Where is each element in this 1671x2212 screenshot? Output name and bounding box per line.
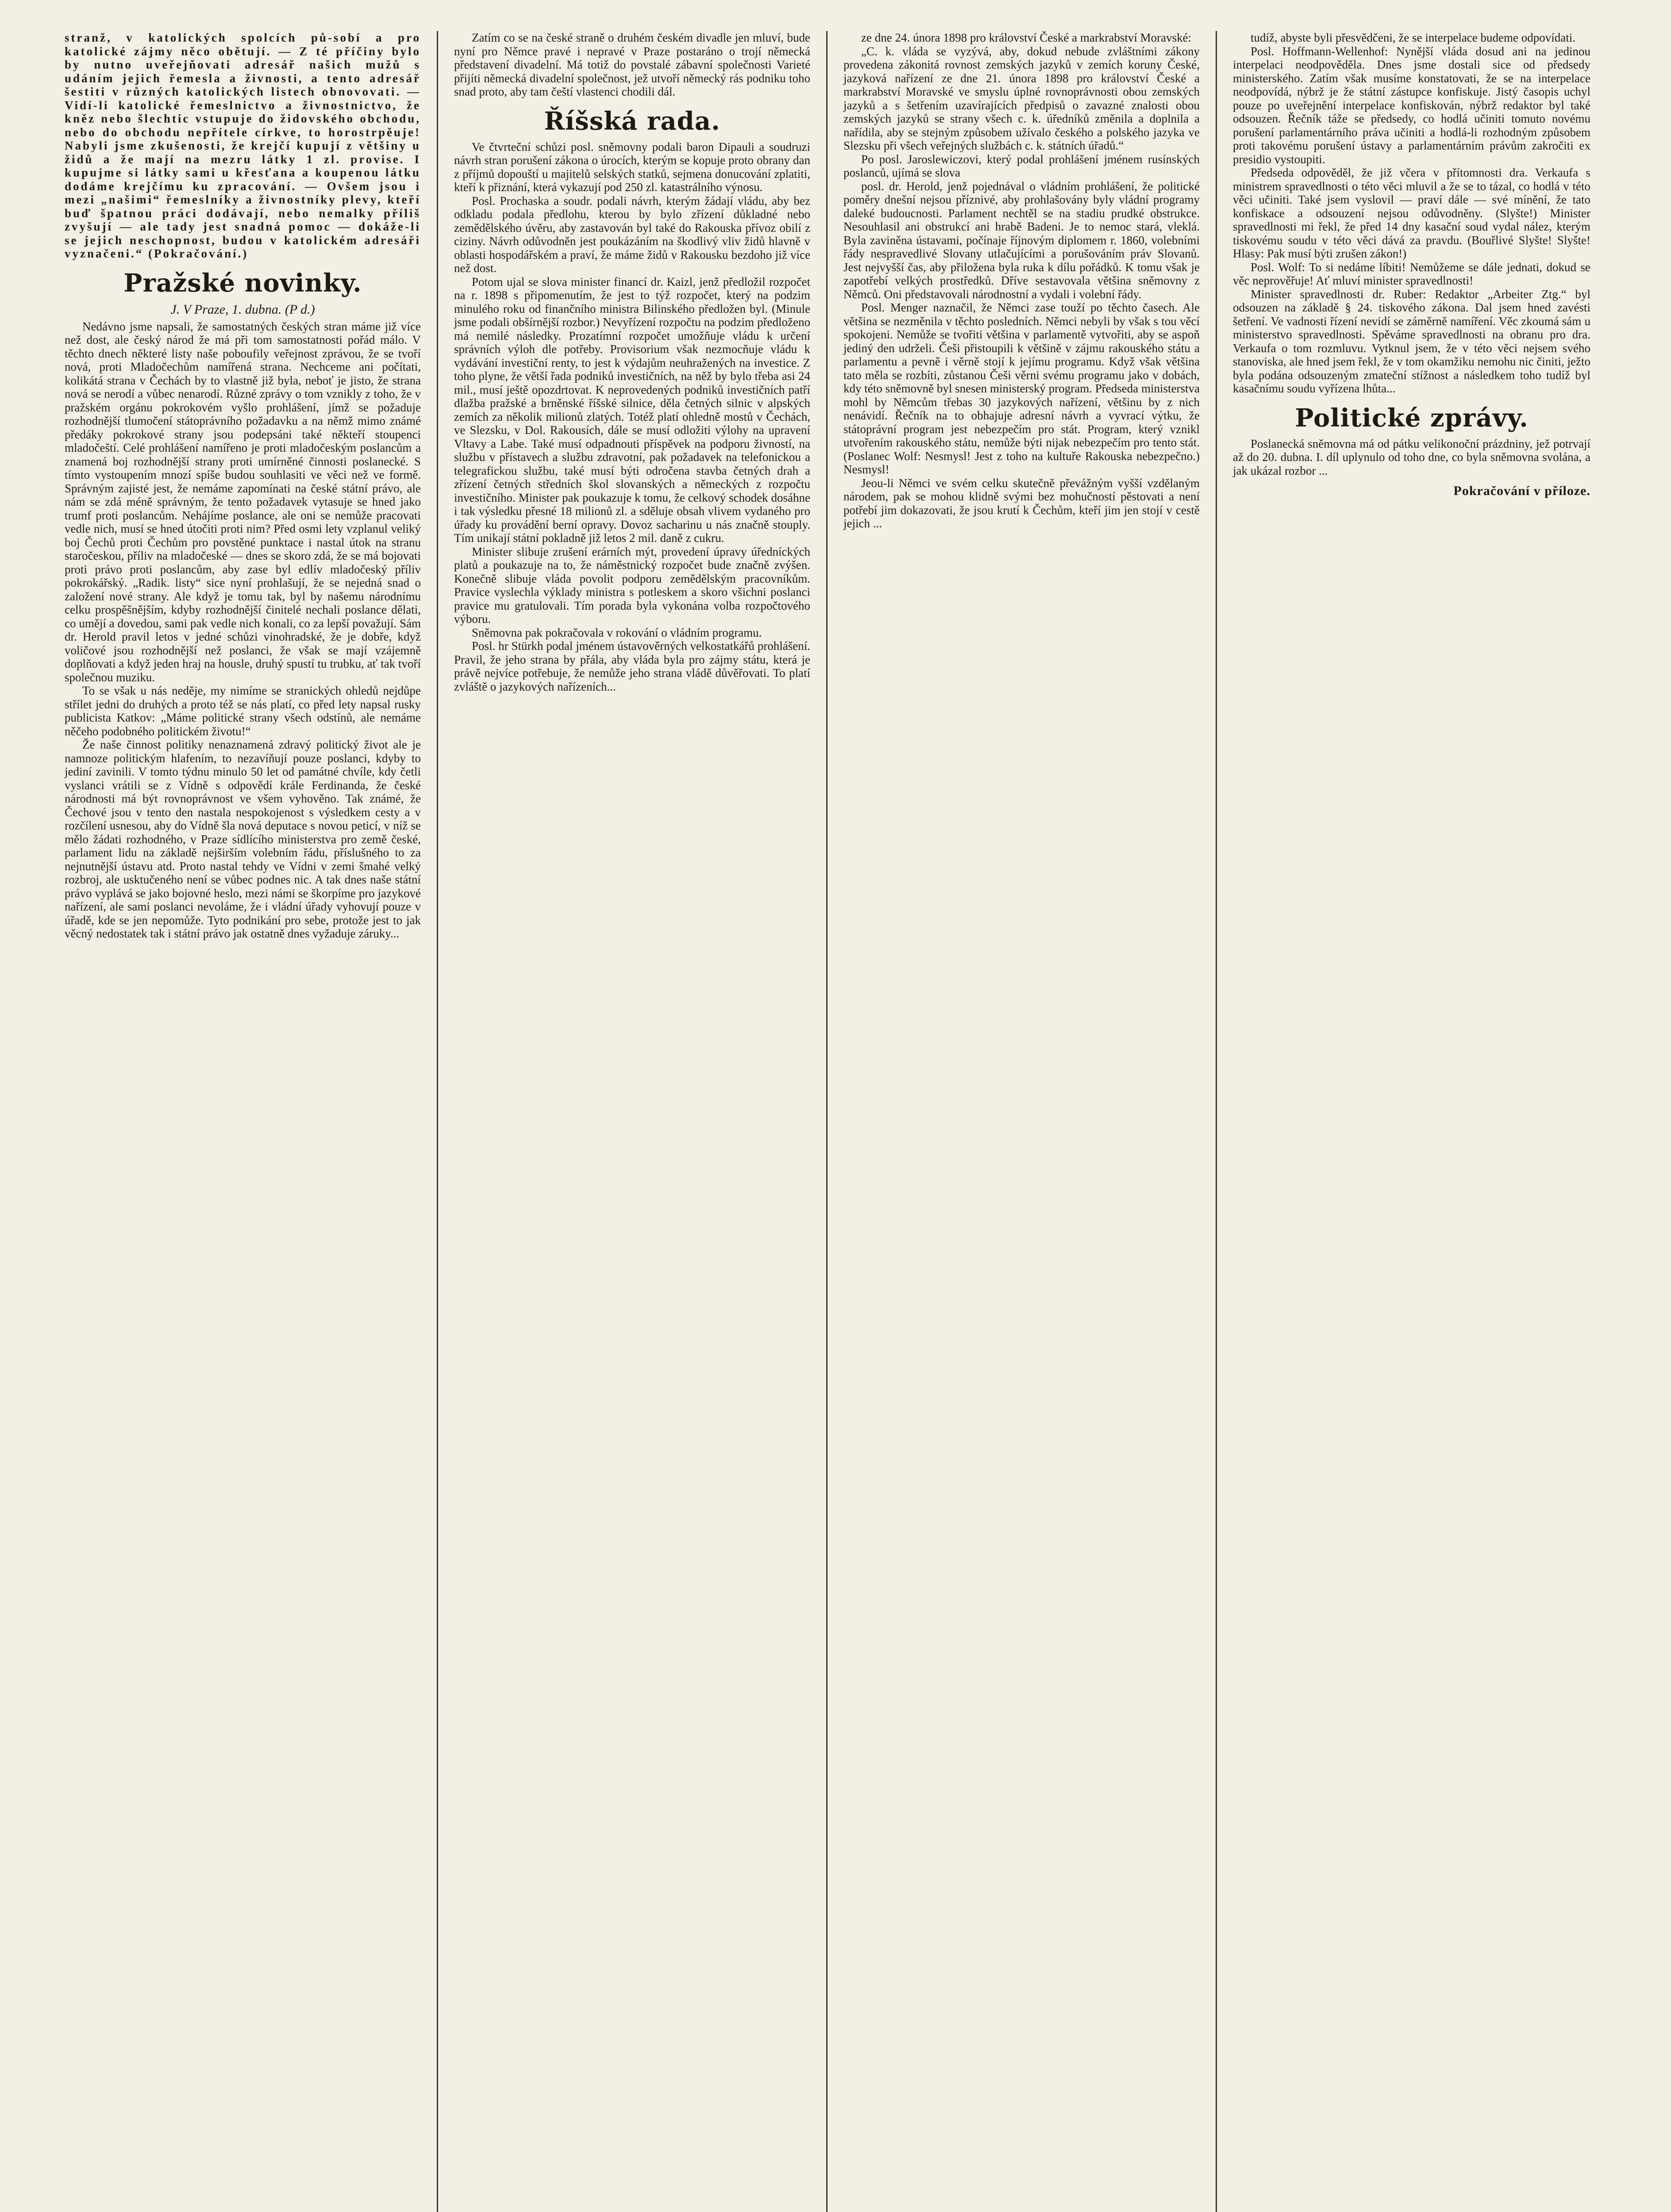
paragraph: Posl. Hoffmann-Wellenhof: Nynější vláda dosud ani na jedinou interpelaci neodpověděla. Dnes jsme dostali sice od předsedy ministerského. Zatím však musíme konstatovati, že se na interpelace neodpovídá, nýbrž je že státní zástupce konfiskuje. Jistý časopis uchyl pouze po uveřejnění interpelace konfiskován, nýbrž redaktor byl také odsouzen. Řečník táže se předsedy, co hodlá učiniti tomuto novému porušení parlamentárního práva učiniti a hodlá-li rozhodným způsobem proti takovému porušení ústavy a parlamentárním právům zakročiti ex presidio vystoupiti. bbox=[1233, 44, 1590, 166]
paragraph: Zatím co se na české straně o druhém českém divadle jen mluví, bude nyní pro Němce pravé i nepravé v Praze postaráno o trojí německá představení divadelní. Má totiž do povstalé zábavní společnosti Varieté přijíti německá divadelní společnost, jež utvoří německý rás podniku toho snad proto, aby tam čeští vlastenci chodili dál. bbox=[454, 31, 810, 98]
paragraph: stranž, v katolických spolcích pů-sobí a pro katolické zájmy něco obětují. — Z té příčiny bylo by nutno uveřejňovati adresář našich mužů s udáním jejich řemesla a živnosti, a tento adresář šestiti v různých katolických listech obnovovati. — Vidí-li katolické řemeslnictvo a živnostnictvo, že kněz nebo šlechtic vstupuje do židovského obchodu, nebo do obchodu nepřítele církve, to horostrpěuje! Nabyli jsme zkušenosti, že krejčí kupují z většiny u židů a že mají na mezru látky 1 zl. provise. I kupujme si látky sami u křesťana a koupenou látku dodáme krejčímu ku zpracování. — Ovšem jsou i mezi „našimi“ řemeslníky a živnostníky plevy, kteří buď špatnou práci dodávají, nebo nemalky příliš zvyšují — ale tady jest snadná pomoc — dokáže-li se jejich neschopnost, budou v katolickém adresáři vyznačeni.“ (Pokračování.) bbox=[65, 31, 421, 260]
paragraph: Posl. hr Stürkh podal jménem ústavověrných velkostatkářů prohlášení. Pravil, že jeho strana by přála, aby vláda byla pro zájmy státu, která je právě nejvíce potřebuje, že nemůže jeho strana vládě důvěřovati. To platí zvláště o jazykových nařízeních... bbox=[454, 639, 810, 693]
section-heading: Politické zprávy. bbox=[1295, 403, 1529, 433]
paragraph: tudíž, abyste byli přesvědčeni, že se interpelace budeme odpovídati. bbox=[1251, 31, 1575, 44]
paragraph: Potom ujal se slova minister financí dr. Kaizl, jenž předložil rozpočet na r. 1898 s připomenutím, že jest to týž rozpočet, který na podzim minulého roku od finančního ministra Bilinského předložen byl. (Minule jsme podali obšírnější rozbor.) Nevyřízení rozpočtu na podzim předloženo má nemilé následky. Prozatímní rozpočet umožňuje vládu k určení správních výloh dle potřeby. Provisorium však nezmocňuje vládu k vydávání investiční renty, to jest k výdajům neuhražených na investice. Z toho plyne, že větší řada podniků investičních, na něž by bylo třeba asi 24 mil., musí ještě opozdrtovat. K neprovedených podniků investičních patří dlažba pražské a brněnské říšské silnice, děla četných silnic v alpských zemích za několik milionů zlatých. Totéž platí ohledně mostů v Čechách, ve Slezsku, v Dol. Rakousích, dále se musí odložiti výlohy na upravení Vltavy a Labe. Také musí odpadnouti příspěvek na podporu živností, na službu v přístavech a službu zdravotní, pak požadavek na telefonickou a telegrafickou službu, také musí býti odročena stavba četných drah a zřízení četných středních škol slovanských a německých z rozpočtu investičního. Minister pak poukazuje k tomu, že celkový schodek dosáhne i tak výsledku přesné 18 milionů zl. a sděluje obsah vlivem vydaného pro úřady ku provádění berní opravy. Dovoz sacharinu u nás značně stouply. Tím unikají státní pokladně již letos 2 mil. daně z cukru. bbox=[454, 275, 810, 545]
paragraph: Posl. Prochaska a soudr. podali návrh, kterým žádají vládu, aby bez odkladu podala předlohu, kterou by bylo zřízení důkladné nebo zemědělského úvěru, aby zastavován byl také do Rakouska přívoz obilí z ciziny. Návrh odůvodněn jest poukázáním na škodlivý vliv židů hlavně v oblasti hospodářském a praví, že máme židů v Rakousku bezdoho již více než dost. bbox=[454, 194, 810, 275]
paragraph: Jeou-li Němci ve svém celku skutečně převážným vyšší vzdělaným národem, pak se mohou klidně svými bez mohučností pěstovati a není potřebí jim dokazovati, že jsou krutí k Čechům, kteří jim jen stojí v cestě jejich ... bbox=[843, 476, 1200, 530]
paragraph: Předseda odpověděl, že již včera v přítomnosti dra. Verkaufa s ministrem spravedlnosti o této věci mluvil a že se to tázal, co hodlá v této věci učiniti. Také jsem vyslovil — praví dále — své mínění, že tato konfiskace a odsouzení nejsou odůvodněny. (Slyšte!) Minister spravedlnosti mi řekl, že před 14 dny kasační soud vydal nález, kterým tiskovému soudu v této věci dává za pravdu. (Bouřlivé Slyšte! Slyšte! Hlasy: Pak musí býti zrušen zákon!) bbox=[1233, 166, 1590, 260]
paragraph: Poslanecká sněmovna má od pátku velikonoční prázdniny, jež potrvají až do 20. dubna. I. díl uplynulo od toho dne, co byla sněmovna svolána, a jak ukázal rozbor ... bbox=[1233, 437, 1590, 477]
paragraph: Ve čtvrteční schůzi posl. sněmovny podali baron Dipauli a soudruzi návrh stran porušení zákona o úrocích, kterým se kopuje proto obrany dan z příjmů dopouští u majitelů selských statků, sejmena donucování zplatiti, kteří k přiznání, která vykazují pod 250 zl. katastrálního výnosu. bbox=[454, 140, 810, 194]
paragraph: posl. dr. Herold, jenž pojednával o vládním prohlášení, že politické poměry dnešní nejsou příznivé, aby prohlašovány byly vládní programy daleké budoucnosti. Parlament nechtěl se na stadiu prudké obstrukce. Nesouhlasil ani obstrukcí ani hrabě Badeni. Je to nemoc stará, vleklá. Byla zaviněna ústavami, počínaje říjnovým diplomem r. 1860, volebními řády nespravedlivé Slovany utlačujícími a porušováním práv Slovanů. Jest nejvyšší čas, aby přiložena byla ruka k dílu pořádků. K tomu však je zapotřebí velkých prostředků. Dříve sestavovala většina sněmovny z Němců. Oni představovali národnostní a vydali i volební řády. bbox=[843, 179, 1200, 301]
column-4 bbox=[1217, 31, 1606, 2212]
column-2 bbox=[438, 31, 828, 2212]
paragraph: To se však u nás neděje, my nimíme se stranických ohledů nejdůpe střílet jedni do druhých a proto též se nás platí, co před lety napsal rusky publicista Katkov: „Máme politické strany všech odstínů, ale nemáme něčeho podobného politickém životu!“ bbox=[65, 684, 421, 738]
paragraph: Nedávno jsme napsali, že samostatných českých stran máme již více než dost, ale český národ že má při tom samostatnosti pořád málo. V těchto dnech některé listy naše poboufily veřejnost zprávou, že se tvoří nová, proti Mladočechům namířená strana. Nechceme ani počítati, kolikátá strana v Čechách by to vlastně již byla, neboť je jisto, že strana nová se nerodí a vůbec nenarodí. Různé zprávy o tom vznikly z toho, že v pražském orgánu pokrokovém vyšlo prohlášení, jímž se požaduje rozhodnější tlumočení státoprávního požadavku a na němž mimo známé předáky pokrokové strany jsou podepsáni také někteří stoupenci mladočeští. Celé prohlášení namířeno je proti mladočeským poslancům a znamená boj rozhodnější strany proti umírněné činnosti poslanecké. S tímto vystoupením mnozí spíše budou souhlasiti ve věci než ve formě. Správným zajisté jest, že nemáme zapomínati na české státní právo, ale nám se zdá méně správným, že tento požadavek vytasuje se hned jako trumf proti poslancům. Nehájíme poslance, ale oni se nemůže pracovati vedle nich, musí se hned útočiti proti nim? Před osmi lety vzplanul veliký boj Čechů proti Čechům pro povstěné punktace i nastal útok na stranu staročeskou, příliv na mladočeské — dnes se skoro zdá, že se má bojovati proti právo proti poslancům, aby zase byl edlív mladočeský příliv pokrokářský. „Radik. listy“ sice nyní prohlašují, že se nejedná snad o založení nové strany. Ale když je tomu tak, byl by našemu národnímu celku prospěšnějším, kdyby rozhodnější činitelé nechali poslance dělati, co umějí a dovedou, sami pak vedle nich konali, co za lepší považují. Sám dr. Herold pravil letos v jedné schůzi vinohradské, že je dobře, když voličové jsou rozhodnější než poslanci, že však se mají vzájemně doplňovati a když jeden hraj na housle, druhý spustí tu trubku, ať tak tvoří společnou muziku. bbox=[65, 319, 421, 684]
paragraph: Minister spravedlnosti dr. Ruber: Redaktor „Arbeiter Ztg.“ byl odsouzen na základě § 24. tiskového zákona. Dal jsem hned zavésti šetření. Ve vadnosti řízení nevidí se záměrně namíření. Věc zkoumá sám u ministerstvo spravedlnosti. Spěváme spravedlnosti na obranu pro dra. Verkaufa o tom rozmluvu. Vytknul jsem, že v této věci nejsem svého stanoviska, ale hned jsem řekl, že v tom okamžiku nemohu nic činiti, ježto byla podána odsouzeným zmateční stížnost a následkem toho tudíž byl kasačnímu soudu vyřízena lhůta... bbox=[1233, 287, 1590, 395]
paragraph: Posl. Menger naznačil, že Němci zase touží po těchto časech. Ale většina se nezměnila v těchto posledních. Němci nebyli by však s tou věcí spokojeni. Nemůže se tvořiti většina v parlamentě vytvořiti, aby se aspoň jediný den udrželi. Češi přistoupili k většině v zájmu rakouského státu a parlamentu a pevně i věrně stojí k jejímu programu. Když však většina tato měla se rozbíti, zůstanou Češi věrni svému programu jako v dobách, kdy této sněmovně byl snesen ministerský program. Předseda ministerstva mohl by Němcům třebas 30 jazykových nařízení, většinu by z nich nenávidí. Řečník na to obhajuje adresní návrh a vyvrací výtku, že státoprávní program jest nebezpečím pro stát. Program, který vznikl utvořením rakouského státu, nemůže býti nijak nebezpečím pro tento stát. (Poslanec Wolf: Nesmysl! Jest z toho na kultuře Rakouska nebezpečno.) Nesmysl! bbox=[843, 301, 1200, 476]
paragraph: „C. k. vláda se vyzývá, aby, dokud nebude zvláštními zákony provedena zákonitá rovnost zemských jazyků v zemích koruny České, jazyková nařízení ze dne 21. února 1898 pro království České a markrabství Moravské ve smyslu úplné rovnoprávnosti obou zemských jazyků a s šetřením uzavírajících předpisů o zavazné znalosti obou zemských jazyků se strany všech c. k. úředníků změnila a doplnila a nařídila, aby se stejným způsobem užívalo českého a polského jazyka ve Slezsku při všech veřejných službách c. k. státních úřadů.“ bbox=[843, 44, 1200, 152]
section-heading: Pražské novinky. bbox=[123, 268, 362, 298]
dateline: J. V Praze, 1. dubna. (P d.) bbox=[170, 302, 315, 317]
section-heading: Říšská rada. bbox=[544, 106, 720, 136]
paragraph: Po posl. Jaroslewiczovi, který podal prohlášení jménem rusínských poslanců, ujímá se slova bbox=[843, 152, 1200, 179]
continuation-note: Pokračování v příloze. bbox=[1453, 484, 1590, 498]
paragraph: Posl. Wolf: To si nedáme líbiti! Nemůžeme se dále jednati, dokud se věc neprověřuje! Ať mluví minister spravedlnosti! bbox=[1233, 260, 1590, 287]
paragraph: ze dne 24. února 1898 pro království České a markrabství Moravské: bbox=[861, 31, 1192, 44]
column-3 bbox=[828, 31, 1217, 2212]
column-1 bbox=[49, 31, 438, 2212]
paragraph: Že naše činnost politiky nenaznamená zdravý politický život ale je namnoze politickým hlafením, to nezavíňují pouze poslanci, kdyby to jediní zavinili. V tomto týdnu minulo 50 let od památné chvíle, kdy četli vyslanci vrátili se z Vídně s odpovědí krále Ferdinanda, že české národnosti má být rovnoprávnost ve všem vyhověno. Tak známé, že Čechové jsou v tento den nastala nespokojenost s výsledkem cesty a v rozčílení usnesou, aby do Vídně šla nová deputace s novou peticí, v níž se mělo žádati rozhodného, v Praze sídlícího ministerstva pro země české, parlament lidu na základě nejširším volebním řádu, příslušného to za nejnutnější ústavu atd. Proto nastal tehdy ve Vídni v zemi šmahé velký rozbroj, ale usktučeného není se vůbec podnes nic. A tak dnes naše státní právo vyplává se jako bojovné heslo, mezi námi se škorpíme pro jazykové nařízení, ale sami poslanci nevoláme, že i vládní úřady vyhovují pouze v úřadě, kde se jen nepomůže. Tyto podnikání pro sebe, protože jest to jak věcný nedostatek tak i státní právo jak ostatně dnes vyžaduje záruky... bbox=[65, 738, 421, 940]
paragraph: Sněmovna pak pokračovala v rokování o vládním programu. bbox=[472, 626, 762, 639]
paragraph: Minister slibuje zrušení erárních mýt, provedení úpravy úředníckých platů a poukazuje na to, že náměstnický rozpočet bude značně zvýšen. Konečně slibuje vláda povolit podporu zemědělským pracovníkům. Pravice vyslechla výklady ministra s potleskem a skoro všichni poslanci pravice mu gratulovali. Tím porada byla vykonána volba rozpočtového výboru. bbox=[454, 545, 810, 626]
